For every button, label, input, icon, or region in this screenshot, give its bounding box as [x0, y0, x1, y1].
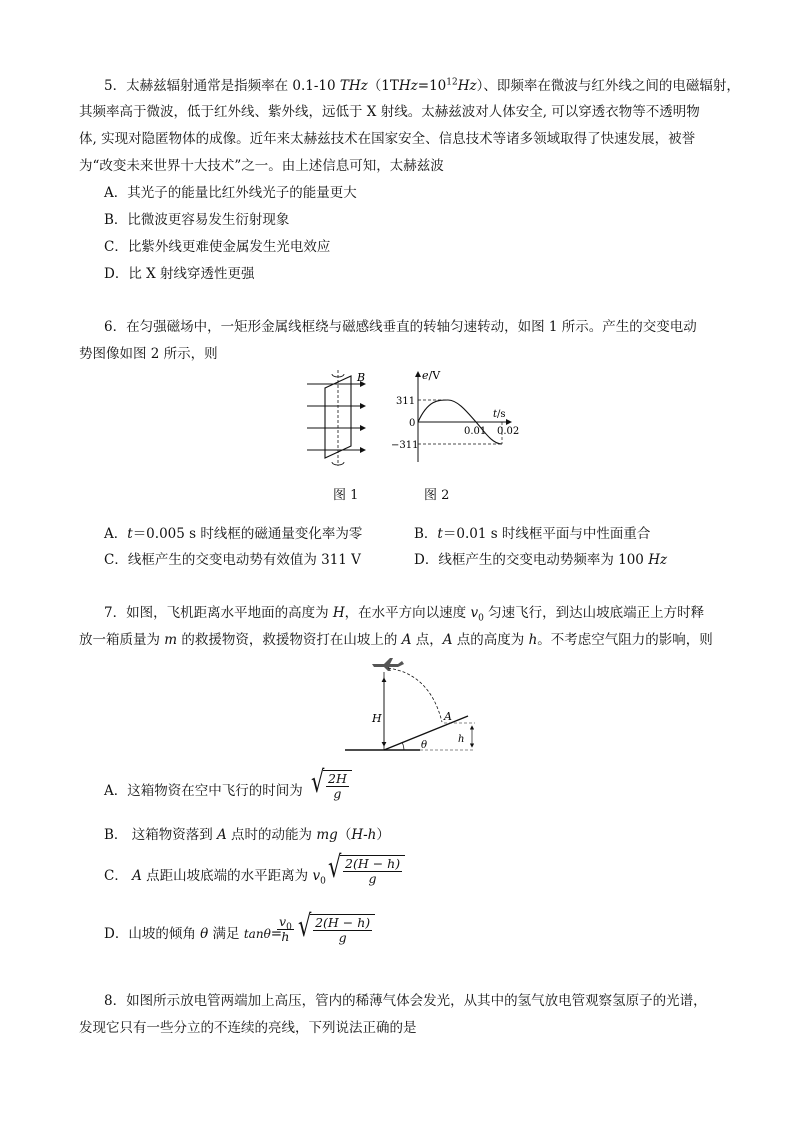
q5-option-b: B．比微波更容易发生衍射现象: [104, 212, 290, 228]
q5-option-a: A．其光子的能量比红外线光子的能量更大: [104, 185, 357, 201]
tick-311: 311: [396, 396, 416, 407]
svg-text:e/V: e/V: [422, 369, 441, 382]
q7-option-c-text: C． A 点距山坡底端的水平距离为 $v_0$: [104, 868, 326, 887]
svg-text:t/s: t/s: [493, 409, 506, 420]
q5-option-c: C．比紫外线更难使金属发生光电效应: [104, 239, 331, 255]
q7-line-1: 7．如图，飞机距离水平地面的高度为 H，在水平方向以速度 $v_0$ 匀速飞行，到达山坡底端正上方时释: [104, 605, 705, 624]
q5-option-d: D．比 X 射线穿透性更强: [104, 266, 255, 282]
q5-line-3: 体, 实现对隐匿物体的成像。近年来太赫兹技术在国家安全、信息技术等诸多领域取得了快速发展，被誉: [79, 131, 696, 147]
q8-line-2: 发现它只有一些分立的不连续的亮线，下列说法正确的是: [79, 1020, 417, 1036]
figure-1-caption: 图 1: [333, 488, 359, 503]
height-label-h: h: [458, 734, 465, 745]
q7-option-d-text: D．山坡的倾角 θ 满足 tanθ=: [104, 926, 283, 942]
q8-line-1: 8．如图所示放电管两端加上高压，管内的稀薄气体会发光，从其中的氢气放电管观察氢原子的光谱，: [104, 993, 707, 1009]
q7-option-a-text: A．这箱物资在空中飞行的时间为: [104, 783, 303, 799]
q7-option-d-formula: $\frac{v_0}{h}$ √ $\frac{2(H - h)}{g}$: [277, 914, 375, 945]
tick-0-02: 0.02: [497, 426, 520, 437]
q6-option-d: D．线框产生的交变电动势频率为 100 Hz: [414, 552, 668, 568]
q6-option-a: A．t＝0.005 s 时线框的磁通量变化率为零: [104, 526, 363, 542]
q6-option-b: B．t＝0.01 s 时线框平面与中性面重合: [414, 526, 651, 542]
figure-2-caption: 图 2: [424, 488, 450, 503]
q6-line-2: 势图像如图 2 所示，则: [79, 346, 218, 362]
tick-neg-311: −311: [391, 440, 419, 451]
field-label-b: B: [357, 371, 366, 384]
tick-0: 0: [409, 418, 416, 429]
point-label-A: A: [444, 710, 452, 723]
q7-line-2: 放一箱质量为 m 的救援物资，救援物资打在山坡上的 A 点，A 点的高度为 h。不考虑空气阻力的影响，则: [79, 632, 713, 648]
height-label-H: H: [372, 712, 382, 725]
q7-option-c-formula: √ $\frac{2(H - h)}{g}$: [328, 855, 405, 886]
q6-option-c: C．线框产生的交变电动势有效值为 311 V: [104, 552, 361, 568]
q5-line-2: 其频率高于微波，低于红外线、紫外线，远低于 X 射线。太赫兹波对人体安全, 可以穿透衣物等不透明物: [79, 104, 700, 120]
q7-slope-diagram: [340, 656, 485, 756]
q5-line-4: 为“改变未来世界十大技术”之一。由上述信息可知，太赫兹波: [79, 158, 444, 174]
q7-option-a-formula: √ $\frac{2H}{g}$: [311, 770, 352, 801]
angle-label-theta: θ: [421, 740, 428, 751]
tick-0-01: 0.01: [464, 426, 487, 437]
figure-2-emf-graph: [365, 368, 520, 468]
q7-option-b: B． 这箱物资落到 A 点时的动能为 mg（H-h）: [104, 827, 390, 843]
q6-line-1: 6．在匀强磁场中，一矩形金属线框绕与磁感线垂直的转轴匀速转动，如图 1 所示。产生的交变电动: [104, 319, 697, 335]
q5-line-1: 5．太赫兹辐射通常是指频率在 0.1-10 $THz(1THz=10^{12}Hz)$、即频率在微波与红外线之间的电磁辐射，: [104, 77, 740, 94]
airplane-icon: [372, 658, 404, 671]
